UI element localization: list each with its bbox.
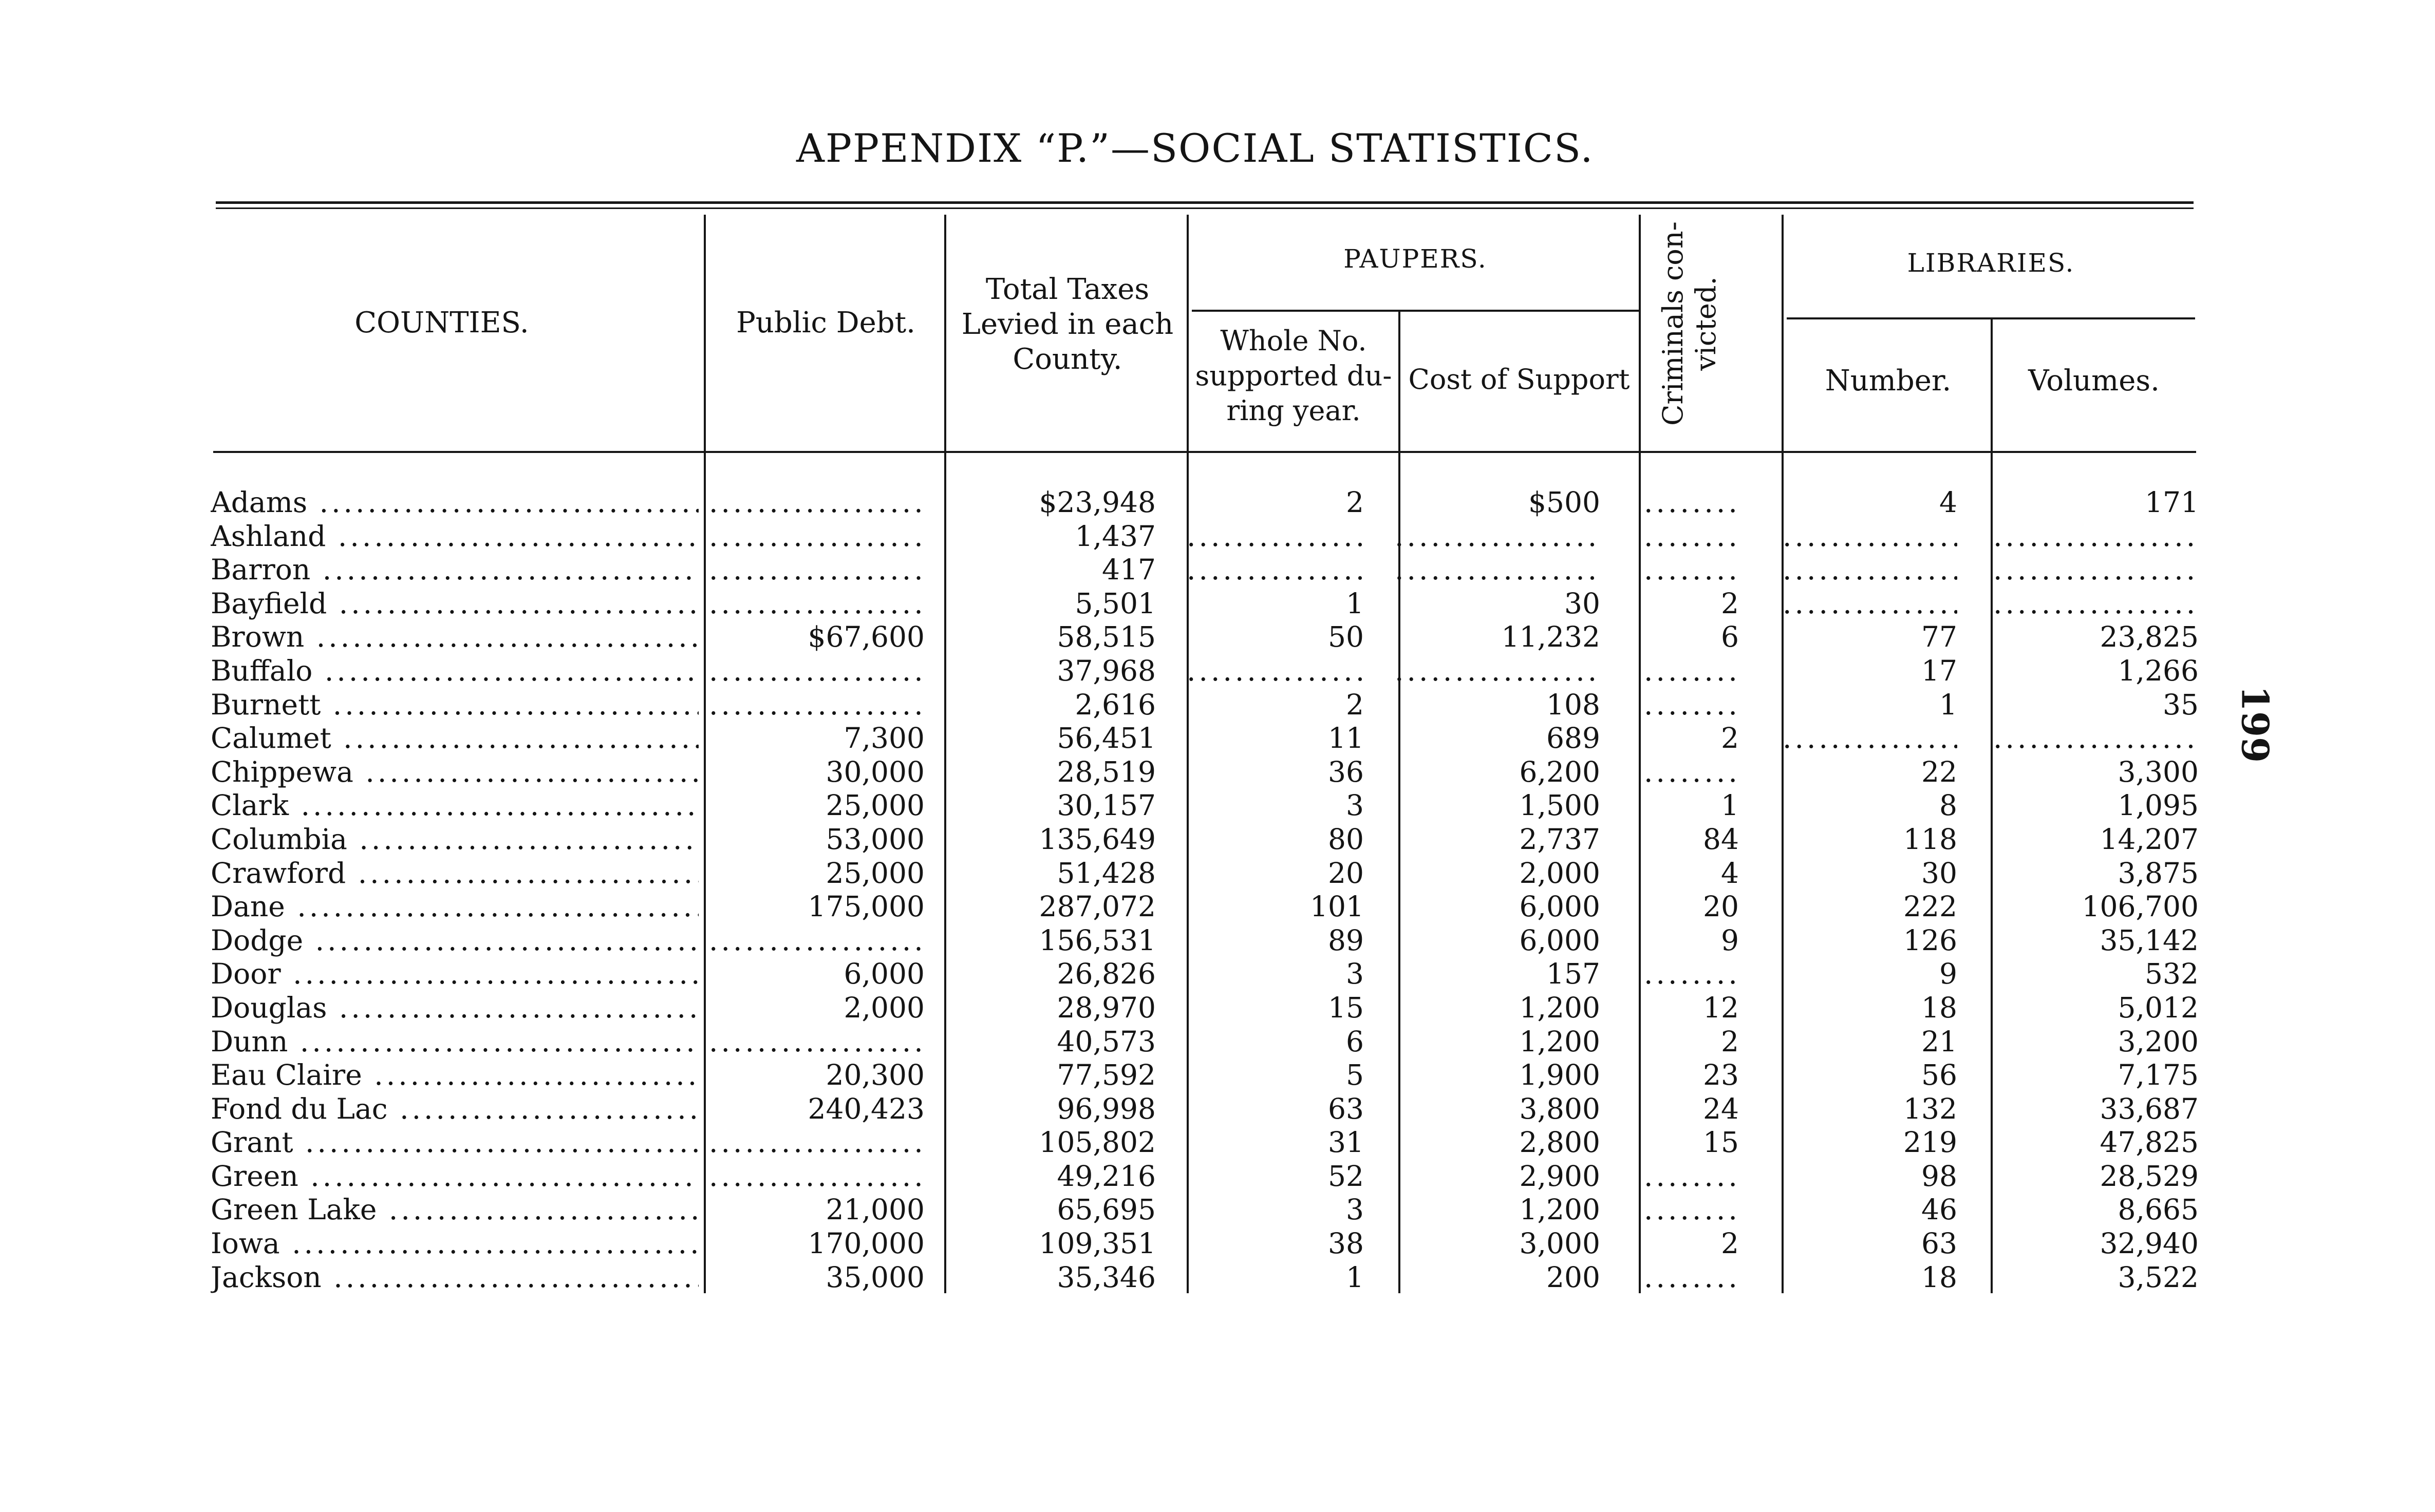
cost-of-support-cell: 108	[1546, 688, 1600, 721]
cost-of-support-cell: 1,200	[1519, 991, 1600, 1024]
total-taxes-cell: 156,531	[1039, 923, 1156, 957]
empty-leader-dots	[1395, 654, 1600, 688]
empty-leader-dots	[1644, 520, 1739, 554]
public-debt-cell: 25,000	[826, 789, 925, 822]
libraries-number-cell: 126	[1903, 923, 1957, 957]
criminals-cell: 23	[1703, 1059, 1739, 1092]
volumes-cell: 1,095	[2118, 789, 2199, 822]
table-row	[0, 486, 2435, 520]
county-name: Buffalo .....	[211, 654, 699, 688]
paupers-count-cell: 3	[1346, 1193, 1364, 1226]
table-row	[0, 924, 2435, 958]
empty-leader-dots	[709, 1025, 925, 1059]
criminals-cell: 9	[1721, 923, 1739, 957]
empty-leader-dots	[709, 486, 925, 520]
volumes-cell: 171	[2145, 486, 2199, 519]
county-name: Burnett .....	[211, 688, 699, 722]
total-taxes-cell: 109,351	[1039, 1227, 1156, 1260]
libraries-number-cell: 8	[1939, 789, 1957, 822]
table-row	[0, 1025, 2435, 1059]
libraries-number-cell: 22	[1921, 755, 1957, 788]
total-taxes-cell: 2,616	[1075, 688, 1156, 721]
paupers-count-cell: 6	[1346, 1025, 1364, 1058]
libraries-number-cell: 222	[1903, 890, 1957, 923]
empty-leader-dots	[1187, 520, 1364, 554]
county-name: Ashland .....	[211, 520, 699, 554]
total-taxes-cell: 135,649	[1039, 822, 1156, 856]
volumes-cell: 3,300	[2118, 755, 2199, 788]
header-volumes: Volumes.	[2028, 364, 2160, 398]
total-taxes-cell: 51,428	[1057, 856, 1156, 890]
libraries-number-cell: 219	[1903, 1126, 1957, 1159]
public-debt-cell: 30,000	[826, 755, 925, 788]
county-name: Door .....	[211, 957, 699, 991]
county-name: Adams .....	[211, 486, 699, 520]
public-debt-cell: $67,600	[808, 620, 925, 654]
criminals-cell: 12	[1703, 991, 1739, 1024]
public-debt-cell: 20,300	[826, 1059, 925, 1092]
table-row	[0, 520, 2435, 554]
criminals-cell: 2	[1721, 587, 1739, 620]
total-taxes-cell: $23,948	[1039, 486, 1156, 519]
table-row	[0, 1092, 2435, 1126]
libraries-number-cell: 9	[1939, 957, 1957, 991]
table-body	[0, 486, 2435, 1294]
paupers-count-cell: 11	[1328, 722, 1364, 755]
empty-leader-dots	[1783, 587, 1957, 621]
empty-leader-dots	[1395, 553, 1600, 587]
county-name: Fond du Lac .....	[211, 1092, 699, 1126]
total-taxes-cell: 56,451	[1057, 722, 1156, 755]
empty-leader-dots	[1644, 1261, 1739, 1295]
header-libraries: LIBRARIES.	[1907, 248, 2075, 278]
cost-of-support-cell: 200	[1546, 1260, 1600, 1294]
volumes-cell: 7,175	[2118, 1059, 2199, 1092]
libraries-subrule	[1787, 317, 2195, 319]
public-debt-cell: 240,423	[808, 1092, 925, 1125]
criminals-cell: 84	[1703, 822, 1739, 856]
total-taxes-cell: 28,970	[1057, 991, 1156, 1024]
libraries-number-cell: 17	[1921, 654, 1957, 687]
table-row	[0, 957, 2435, 991]
libraries-number-cell: 56	[1921, 1059, 1957, 1092]
table-row	[0, 890, 2435, 924]
header-underline	[213, 451, 2196, 453]
county-name: Crawford .....	[211, 857, 699, 891]
county-name: Green Lake .....	[211, 1193, 699, 1227]
paupers-count-cell: 15	[1328, 991, 1364, 1024]
cost-of-support-cell: 1,200	[1519, 1193, 1600, 1226]
empty-leader-dots	[1644, 1193, 1739, 1227]
county-name: Barron .....	[211, 553, 699, 587]
libraries-number-cell: 1	[1939, 688, 1957, 721]
table-row	[0, 789, 2435, 823]
county-name: Columbia .....	[211, 823, 699, 857]
paupers-count-cell: 2	[1346, 688, 1364, 721]
paupers-count-cell: 38	[1328, 1227, 1364, 1260]
total-taxes-cell: 58,515	[1057, 620, 1156, 654]
criminals-cell: 15	[1703, 1126, 1739, 1159]
table-row	[0, 857, 2435, 891]
paupers-count-cell: 80	[1328, 822, 1364, 856]
empty-leader-dots	[1993, 520, 2199, 554]
paupers-count-cell: 31	[1328, 1126, 1364, 1159]
cost-of-support-cell: 6,000	[1519, 890, 1600, 923]
empty-leader-dots	[709, 1160, 925, 1194]
page-number: 199	[2233, 685, 2277, 763]
paupers-subrule	[1192, 310, 1639, 312]
county-name: Calumet .....	[211, 722, 699, 755]
paupers-count-cell: 52	[1328, 1159, 1364, 1193]
empty-leader-dots	[1644, 654, 1739, 688]
volumes-cell: 532	[2145, 957, 2199, 991]
total-taxes-cell: 287,072	[1039, 890, 1156, 923]
paupers-count-cell: 101	[1310, 890, 1364, 923]
volumes-cell: 28,529	[2100, 1159, 2199, 1193]
empty-leader-dots	[1783, 520, 1957, 554]
county-name: Dodge .....	[211, 924, 699, 958]
public-debt-cell: 7,300	[844, 722, 925, 755]
table-row	[0, 1160, 2435, 1194]
empty-leader-dots	[709, 553, 925, 587]
volumes-cell: 5,012	[2118, 991, 2199, 1024]
libraries-number-cell: 21	[1921, 1025, 1957, 1058]
empty-leader-dots	[1783, 722, 1957, 755]
cost-of-support-cell: 3,000	[1519, 1227, 1600, 1260]
volumes-cell: 1,266	[2118, 654, 2199, 687]
total-taxes-cell: 5,501	[1075, 587, 1156, 620]
county-name: Iowa .....	[211, 1227, 699, 1261]
paupers-count-cell: 89	[1328, 923, 1364, 957]
total-taxes-cell: 37,968	[1057, 654, 1156, 687]
page-title: APPENDIX “P.”—SOCIAL STATISTICS.	[796, 125, 1594, 171]
empty-leader-dots	[709, 1126, 925, 1160]
criminals-cell: 1	[1721, 789, 1739, 822]
paupers-count-cell: 5	[1346, 1059, 1364, 1092]
cost-of-support-cell: 11,232	[1501, 620, 1600, 654]
county-name: Dane .....	[211, 890, 699, 924]
total-taxes-cell: 77,592	[1057, 1059, 1156, 1092]
header-criminals: Criminals con-victed.	[1657, 221, 1722, 426]
total-taxes-cell: 28,519	[1057, 755, 1156, 788]
cost-of-support-cell: 2,737	[1519, 822, 1600, 856]
public-debt-cell: 53,000	[826, 822, 925, 856]
table-row	[0, 1126, 2435, 1160]
empty-leader-dots	[1187, 654, 1364, 688]
cost-of-support-cell: 157	[1546, 957, 1600, 991]
empty-leader-dots	[1644, 553, 1739, 587]
cost-of-support-cell: 6,000	[1519, 923, 1600, 957]
header-total-taxes: Total Taxes Levied in each County.	[961, 273, 1174, 376]
total-taxes-cell: 96,998	[1057, 1092, 1156, 1125]
cost-of-support-cell: 6,200	[1519, 755, 1600, 788]
volumes-cell: 3,522	[2118, 1260, 2199, 1294]
table-row	[0, 722, 2435, 755]
empty-leader-dots	[1993, 553, 2199, 587]
volumes-cell: 8,665	[2118, 1193, 2199, 1226]
criminals-cell: 2	[1721, 722, 1739, 755]
volumes-cell: 14,207	[2100, 822, 2199, 856]
paupers-count-cell: 3	[1346, 957, 1364, 991]
criminals-cell: 2	[1721, 1025, 1739, 1058]
header-paupers: PAUPERS.	[1343, 244, 1487, 274]
total-taxes-cell: 26,826	[1057, 957, 1156, 991]
county-name: Douglas .....	[211, 991, 699, 1025]
cost-of-support-cell: 3,800	[1519, 1092, 1600, 1125]
empty-leader-dots	[709, 654, 925, 688]
table-row	[0, 755, 2435, 789]
table-row	[0, 1193, 2435, 1227]
county-name: Green .....	[211, 1160, 699, 1194]
libraries-number-cell: 4	[1939, 486, 1957, 519]
table-row	[0, 1261, 2435, 1295]
criminals-cell: 24	[1703, 1092, 1739, 1125]
criminals-cell: 4	[1721, 856, 1739, 890]
header-public-debt: Public Debt.	[736, 306, 915, 339]
paupers-count-cell: 63	[1328, 1092, 1364, 1125]
criminals-cell: 2	[1721, 1227, 1739, 1260]
table-row	[0, 620, 2435, 654]
libraries-number-cell: 77	[1921, 620, 1957, 654]
libraries-number-cell: 18	[1921, 1260, 1957, 1294]
paupers-count-cell: 20	[1328, 856, 1364, 890]
cost-of-support-cell: 1,500	[1519, 789, 1600, 822]
public-debt-cell: 2,000	[844, 991, 925, 1024]
public-debt-cell: 21,000	[826, 1193, 925, 1226]
empty-leader-dots	[709, 688, 925, 722]
public-debt-cell: 175,000	[808, 890, 925, 923]
total-taxes-cell: 40,573	[1057, 1025, 1156, 1058]
empty-leader-dots	[1644, 688, 1739, 722]
empty-leader-dots	[1783, 553, 1957, 587]
table-row	[0, 688, 2435, 722]
total-taxes-cell: 105,802	[1039, 1126, 1156, 1159]
libraries-number-cell: 30	[1921, 856, 1957, 890]
empty-leader-dots	[1644, 486, 1739, 520]
total-taxes-cell: 35,346	[1057, 1260, 1156, 1294]
paupers-count-cell: 1	[1346, 1260, 1364, 1294]
table-row	[0, 823, 2435, 857]
volumes-cell: 35	[2163, 688, 2199, 721]
cost-of-support-cell: 2,000	[1519, 856, 1600, 890]
empty-leader-dots	[1993, 722, 2199, 755]
cost-of-support-cell: 1,200	[1519, 1025, 1600, 1058]
total-taxes-cell: 417	[1102, 553, 1156, 587]
volumes-cell: 32,940	[2100, 1227, 2199, 1260]
header-cost-of-support: Cost of Support	[1408, 363, 1630, 395]
county-name: Jackson .....	[211, 1261, 699, 1295]
county-name: Dunn .....	[211, 1025, 699, 1059]
header-whole-no: Whole No. supported du-ring year.	[1195, 325, 1392, 427]
libraries-number-cell: 46	[1921, 1193, 1957, 1226]
paupers-count-cell: 1	[1346, 587, 1364, 620]
table-row	[0, 1227, 2435, 1261]
paupers-count-cell: 2	[1346, 486, 1364, 519]
total-taxes-cell: 49,216	[1057, 1159, 1156, 1193]
top-rule-2	[216, 207, 2194, 209]
table-row	[0, 553, 2435, 587]
libraries-number-cell: 18	[1921, 991, 1957, 1024]
empty-leader-dots	[709, 520, 925, 554]
table-row	[0, 991, 2435, 1025]
header-number: Number.	[1825, 364, 1952, 398]
table-row	[0, 1059, 2435, 1092]
libraries-number-cell: 98	[1921, 1159, 1957, 1193]
volumes-cell: 47,825	[2100, 1126, 2199, 1159]
paupers-count-cell: 3	[1346, 789, 1364, 822]
cost-of-support-cell: $500	[1528, 486, 1600, 519]
county-name: Eau Claire .....	[211, 1059, 699, 1092]
volumes-cell: 106,700	[2082, 890, 2199, 923]
total-taxes-cell: 1,437	[1075, 519, 1156, 553]
cost-of-support-cell: 2,800	[1519, 1126, 1600, 1159]
total-taxes-cell: 65,695	[1057, 1193, 1156, 1226]
cost-of-support-cell: 689	[1546, 722, 1600, 755]
empty-leader-dots	[1644, 957, 1739, 991]
public-debt-cell: 35,000	[826, 1260, 925, 1294]
cost-of-support-cell: 30	[1564, 587, 1600, 620]
criminals-cell: 20	[1703, 890, 1739, 923]
public-debt-cell: 170,000	[808, 1227, 925, 1260]
empty-leader-dots	[709, 587, 925, 621]
libraries-number-cell: 132	[1903, 1092, 1957, 1125]
empty-leader-dots	[1644, 1160, 1739, 1194]
county-name: Chippewa .....	[211, 755, 699, 789]
volumes-cell: 23,825	[2100, 620, 2199, 654]
total-taxes-cell: 30,157	[1057, 789, 1156, 822]
table-row	[0, 587, 2435, 621]
libraries-number-cell: 118	[1903, 822, 1957, 856]
volumes-cell: 35,142	[2100, 923, 2199, 957]
public-debt-cell: 25,000	[826, 856, 925, 890]
empty-leader-dots	[1644, 755, 1739, 789]
volumes-cell: 3,200	[2118, 1025, 2199, 1058]
header-counties: COUNTIES.	[354, 306, 529, 339]
empty-leader-dots	[1395, 520, 1600, 554]
county-name: Clark .....	[211, 789, 699, 823]
county-name: Grant .....	[211, 1126, 699, 1160]
empty-leader-dots	[1187, 553, 1364, 587]
cost-of-support-cell: 1,900	[1519, 1059, 1600, 1092]
libraries-number-cell: 63	[1921, 1227, 1957, 1260]
county-name: Brown .....	[211, 620, 699, 654]
top-rule	[216, 201, 2194, 204]
paupers-count-cell: 36	[1328, 755, 1364, 788]
empty-leader-dots	[709, 924, 925, 958]
county-name: Bayfield .....	[211, 587, 699, 621]
public-debt-cell: 6,000	[844, 957, 925, 991]
cost-of-support-cell: 2,900	[1519, 1159, 1600, 1193]
volumes-cell: 3,875	[2118, 856, 2199, 890]
empty-leader-dots	[1993, 587, 2199, 621]
criminals-cell: 6	[1721, 620, 1739, 654]
volumes-cell: 33,687	[2100, 1092, 2199, 1125]
table-row	[0, 654, 2435, 688]
paupers-count-cell: 50	[1328, 620, 1364, 654]
